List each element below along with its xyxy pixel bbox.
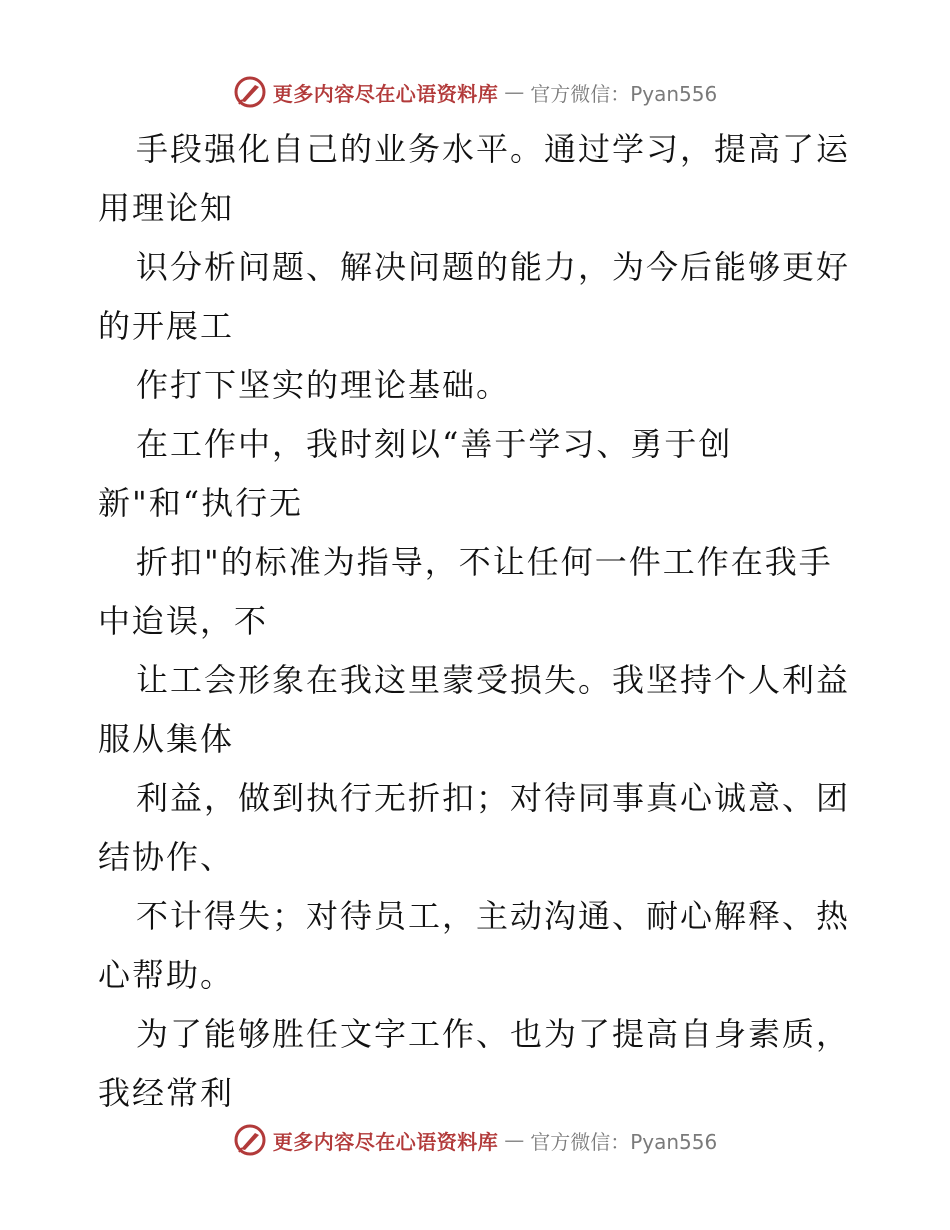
body-line: 我经常利 (98, 1074, 235, 1112)
body-line: 作打下坚实的理论基础。 (136, 366, 511, 404)
body-line: 让工会形象在我这里蒙受损失。我坚持个人利益 (136, 661, 851, 699)
header-watermark (0, 72, 950, 112)
watermark-site-text: 更多内容尽在心语资料库 (272, 81, 499, 106)
body-line: 服从集体 (98, 720, 235, 758)
watermark-separator: — (504, 1128, 525, 1152)
document-body (98, 120, 858, 1123)
watermark-separator: — (504, 80, 525, 104)
quill-pen-circle-icon (233, 75, 267, 109)
body-line: 手段强化自己的业务水平。通过学习，提高了运 (136, 130, 851, 168)
body-line: 为了能够胜任文字工作、也为了提高自身素质， (136, 1015, 851, 1053)
footer-watermark (0, 1120, 950, 1160)
watermark-site-text: 更多内容尽在心语资料库 (272, 1129, 499, 1154)
body-line: 心帮助。 (98, 956, 235, 994)
body-line: 利益，做到执行无折扣；对待同事真心诚意、团 (136, 779, 851, 817)
quill-pen-circle-icon (233, 1123, 267, 1157)
body-line: 在工作中，我时刻以“善于学习、勇于创 (136, 425, 733, 463)
body-line: 用理论知 (98, 189, 235, 227)
body-line: 识分析问题、解决问题的能力，为今后能够更好 (136, 248, 851, 286)
body-line: 中迨误，不 (98, 602, 269, 640)
body-line: 新"和“执行无 (98, 484, 304, 522)
body-line: 不计得失；对待员工，主动沟通、耐心解释、热 (136, 897, 851, 935)
body-line: 折扣"的标准为指导，不让任何一件工作在我手 (136, 543, 833, 581)
body-line: 的开展工 (98, 307, 235, 345)
body-line: 结协作、 (98, 838, 235, 876)
watermark-wechat-text: 官方微信：Pyan556 (530, 81, 718, 106)
watermark-wechat-text: 官方微信：Pyan556 (530, 1129, 718, 1154)
